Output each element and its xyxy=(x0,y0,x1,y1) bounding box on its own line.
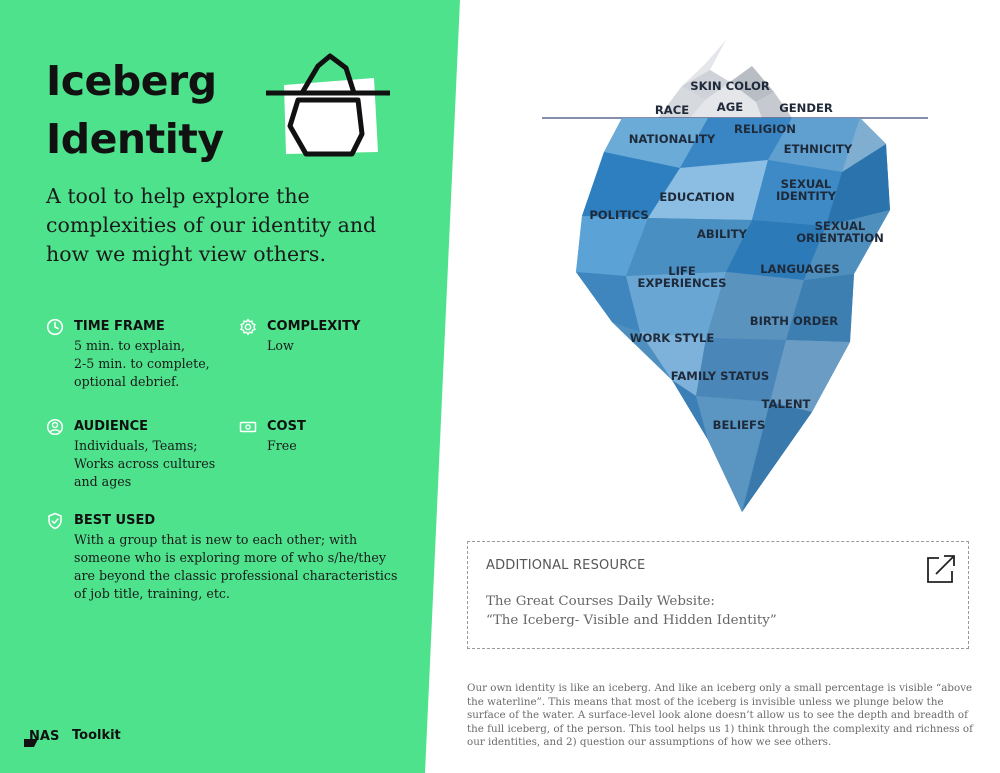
nas-logo-icon xyxy=(24,726,68,748)
label-languages: LANGUAGES xyxy=(760,262,840,276)
audience-section xyxy=(46,418,236,494)
audience-label: AUDIENCE xyxy=(74,419,149,434)
description-paragraph: Our own identity is like an iceberg. And like an iceberg only a small percentage is visible “above the waterline”. This means that most of the iceberg is invisible unless we plunge below the surface of the water. A surface-level look alone doesn’t allow us to see the depth and breadth of the full iceberg, of the person. This tool helps us 1) think through the complexity and richness of our identities, and 2) question our assumptions of how we see others. xyxy=(467,682,973,749)
additional-resource-box[interactable] xyxy=(467,541,969,649)
label-skin-color: SKIN COLOR xyxy=(690,79,770,93)
person-icon xyxy=(46,418,64,436)
label-sexual-identity-1: SEXUAL xyxy=(780,177,832,191)
title-line-2: Identity xyxy=(46,115,224,163)
cash-icon xyxy=(239,418,257,436)
label-nationality: NATIONALITY xyxy=(628,132,716,146)
complexity-value: Low xyxy=(267,338,294,353)
label-ethnicity: ETHNICITY xyxy=(783,142,853,156)
iceberg-illustration xyxy=(530,40,940,520)
shield-icon xyxy=(46,512,64,530)
time-frame-label: TIME FRAME xyxy=(74,319,165,334)
gear-icon xyxy=(239,318,257,336)
label-sexual-orientation-1: SEXUAL xyxy=(814,219,866,233)
best-used-label: BEST USED xyxy=(74,513,156,528)
complexity-label: COMPLEXITY xyxy=(267,319,361,334)
label-religion: RELIGION xyxy=(734,122,796,136)
label-age: AGE xyxy=(716,100,744,114)
label-education: EDUCATION xyxy=(659,190,735,204)
label-race: RACE xyxy=(654,103,690,117)
label-life-experiences-1: LIFE xyxy=(668,264,696,278)
external-link-icon[interactable] xyxy=(926,554,956,584)
title-line-1: Iceberg xyxy=(46,57,217,105)
resource-link-line-2[interactable]: “The Iceberg- Visible and Hidden Identity” xyxy=(486,613,777,628)
best-used-section xyxy=(46,512,416,606)
iceberg-logo-icon xyxy=(262,50,394,160)
time-frame-value: 5 min. to explain, 2-5 min. to complete, optional debrief. xyxy=(74,338,210,389)
audience-value: Individuals, Teams; Works across cultures and ages xyxy=(74,438,216,489)
label-sexual-identity-2: IDENTITY xyxy=(775,189,837,203)
complexity-section xyxy=(239,318,399,358)
label-ability: ABILITY xyxy=(696,227,748,241)
time-frame-section xyxy=(46,318,236,394)
page-title xyxy=(46,52,224,168)
label-beliefs: BELIEFS xyxy=(712,418,766,432)
resource-heading: ADDITIONAL RESOURCE xyxy=(486,558,646,573)
resource-link-line-1[interactable]: The Great Courses Daily Website: xyxy=(486,594,715,609)
label-sexual-orientation-2: ORIENTATION xyxy=(796,231,884,245)
cost-label: COST xyxy=(267,419,306,434)
label-family-status: FAMILY STATUS xyxy=(670,369,770,383)
label-life-experiences-2: EXPERIENCES xyxy=(637,276,727,290)
label-politics: POLITICS xyxy=(589,208,649,222)
label-gender: GENDER xyxy=(779,101,833,115)
cost-value: Free xyxy=(267,438,297,453)
label-talent: TALENT xyxy=(761,397,811,411)
brand-name: Toolkit xyxy=(72,728,121,743)
best-used-value: With a group that is new to each other; with someone who is exploring more of who s/he/they are beyond the classic professional characteristics of job title, training, etc. xyxy=(74,532,398,601)
brand-mark-text: NAS xyxy=(29,729,60,744)
subtitle: A tool to help explore the complexities of our identity and how we might view others. xyxy=(46,184,377,266)
cost-section xyxy=(239,418,399,458)
clock-icon xyxy=(46,318,64,336)
label-birth-order: BIRTH ORDER xyxy=(749,314,839,328)
label-work-style: WORK STYLE xyxy=(629,331,715,345)
